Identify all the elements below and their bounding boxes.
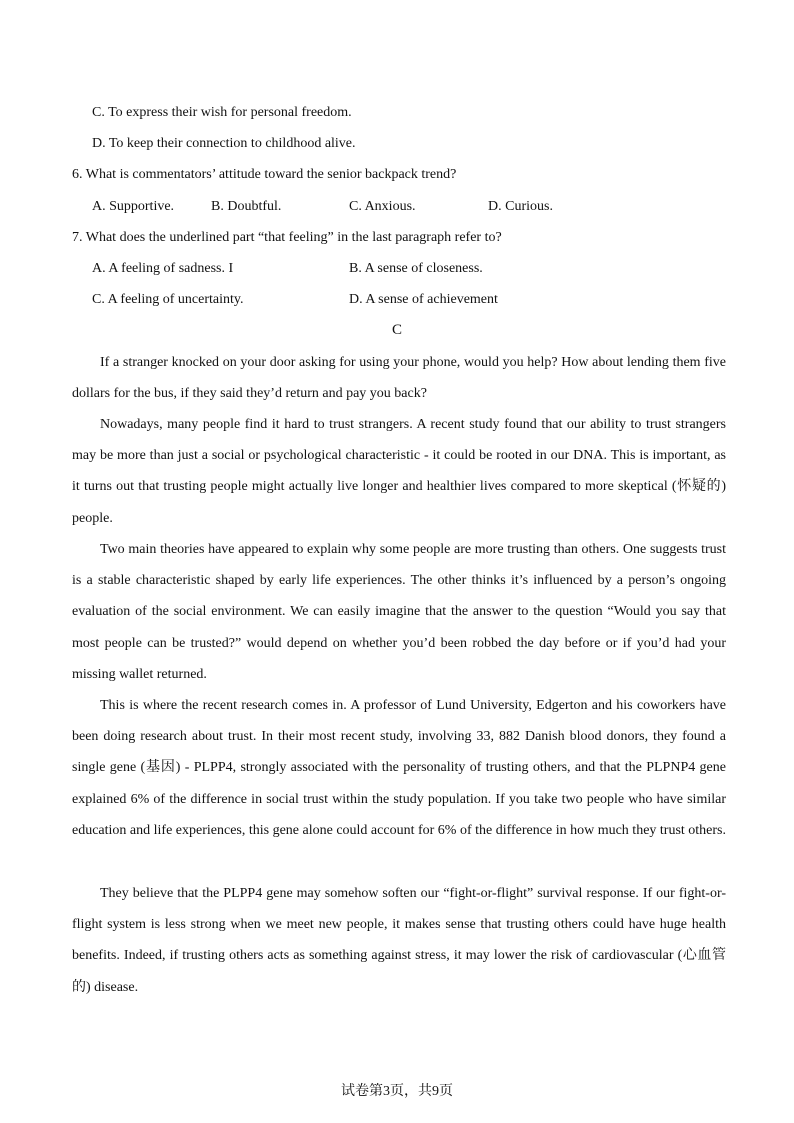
q5-option-c: C. To express their wish for personal freedom.: [92, 105, 352, 120]
page-footer: 试卷第3页，共9页: [341, 1084, 453, 1099]
q5-option-d: D. To keep their connection to childhood alive.: [92, 136, 356, 151]
q6-option-d: D. Curious.: [488, 199, 553, 214]
q6-stem: 6. What is commentators’ attitude toward the senior backpack trend?: [72, 167, 457, 182]
passage-paragraph-1: If a stranger knocked on your door asking for using your phone, would you help? How about lending them five dollars for the bus, if they said they’d return and pay you back?: [72, 355, 726, 402]
q7-option-b: B. A sense of closeness.: [349, 261, 483, 276]
section-c-heading: C: [391, 322, 402, 338]
q6-option-c: C. Anxious.: [349, 199, 416, 214]
q7-option-c: C. A feeling of uncertainty.: [92, 292, 244, 307]
passage-paragraph-5: They believe that the PLPP4 gene may somehow soften our “fight-or-flight” survival response. If our fight-or-flight system is less strong when we meet new people, it makes sense that trusting others could have huge health benefits. Indeed, if trusting others acts as something against stress, it may lower the risk of cardiovascular (心血管的) disease.: [72, 886, 726, 995]
passage-paragraph-2: Nowadays, many people find it hard to trust strangers. A recent study found that our ability to trust strangers may be more than just a social or psychological characteristic - it could be rooted in our DNA. This is important, as it turns out that trusting people might actually live longer and healthier lives compared to more skeptical (怀疑的) people.: [72, 417, 726, 526]
q7-option-d: D. A sense of achievement: [349, 292, 498, 307]
q7-option-a: A. A feeling of sadness. I: [92, 261, 234, 276]
passage-paragraph-4: This is where the recent research comes in. A professor of Lund University, Edgerton and his coworkers have been doing research about trust. In their most recent study, involving 33, 882 Danish blood donors, they found a single gene (基因) - PLPP4, strongly associated with the personality of trusting others, and that the PLPNP4 gene explained 6% of the difference in social trust within the study population. If you take two people who have similar education and life experiences, this gene alone could account for 6% of the difference in how much they trust others.: [72, 698, 727, 838]
q7-stem: 7. What does the underlined part “that feeling” in the last paragraph refer to?: [72, 230, 502, 245]
q6-option-b: B. Doubtful.: [211, 199, 282, 214]
q6-option-a: A. Supportive.: [92, 199, 175, 214]
passage-paragraph-3: Two main theories have appeared to explain why some people are more trusting than others. One suggests trust is a stable characteristic shaped by early life experiences. The other thinks it’s influenced by a person’s ongoing evaluation of the social environment. We can easily imagine that the answer to the question “Would you say that most people can be trusted?” would depend on whether you’d been robbed the day before or if you’d had your missing wallet returned.: [72, 542, 726, 682]
